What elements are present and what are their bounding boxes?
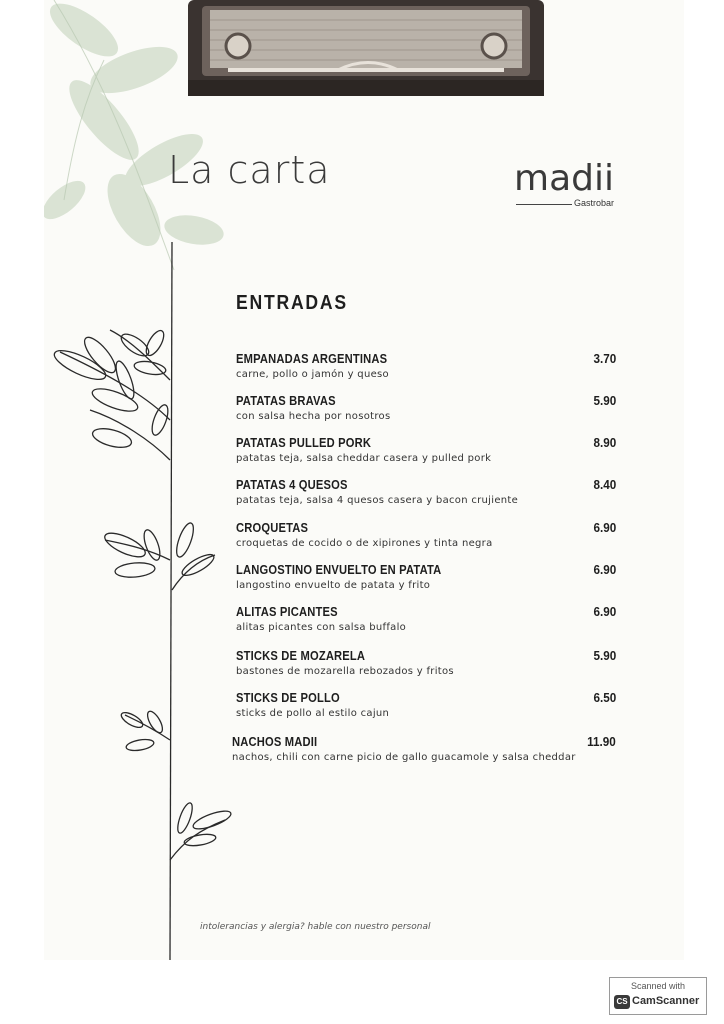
- menu-item-price: 6.90: [593, 520, 616, 535]
- scanned-with-label: Scanned with: [630, 981, 686, 991]
- menu-title: La carta: [168, 148, 331, 192]
- menu-item: [232, 734, 622, 763]
- brand-logo: madii: [514, 158, 614, 199]
- menu-item-description: bastones de mozarella rebozados y fritos: [236, 666, 454, 677]
- menu-item: [236, 604, 622, 633]
- menu-item-description: carne, pollo o jamón y queso: [236, 369, 389, 380]
- menu-item-price: 6.50: [593, 690, 616, 705]
- menu-item-name: EMPANADAS ARGENTINAS: [236, 351, 388, 366]
- menu-item-price: 6.90: [593, 562, 616, 577]
- menu-item-price: 8.40: [593, 477, 616, 492]
- menu-item-description: alitas picantes con salsa buffalo: [236, 622, 407, 633]
- menu-item: [236, 690, 622, 719]
- menu-item-price: 8.90: [593, 435, 616, 450]
- menu-item-name: STICKS DE POLLO: [236, 690, 340, 705]
- menu-item-price: 5.90: [593, 393, 616, 408]
- menu-item-name: PATATAS PULLED PORK: [236, 435, 372, 450]
- allergy-note: intolerancias y alergia? hable con nuestro personal: [200, 922, 431, 932]
- brand-underline: [516, 204, 572, 205]
- menu-item-name: STICKS DE MOZARELA: [236, 648, 366, 663]
- menu-item-description: con salsa hecha por nosotros: [236, 411, 391, 422]
- menu-item: [236, 648, 622, 677]
- menu-item-name: CROQUETAS: [236, 520, 309, 535]
- menu-item-description: patatas teja, salsa 4 quesos casera y bacon crujiente: [236, 495, 519, 506]
- menu-item-name: PATATAS BRAVAS: [236, 393, 336, 408]
- section-heading: ENTRADAS: [236, 292, 348, 314]
- menu-item-price: 5.90: [593, 648, 616, 663]
- menu-item-price: 11.90: [587, 734, 616, 749]
- menu-item-price: 3.70: [593, 351, 616, 366]
- menu-item-name: NACHOS MADII: [232, 734, 318, 749]
- menu-item-price: 6.90: [593, 604, 616, 619]
- menu-item-name: ALITAS PICANTES: [236, 604, 338, 619]
- menu-item-description: sticks de pollo al estilo cajun: [236, 708, 390, 719]
- camscanner-badge: [609, 977, 707, 1015]
- menu-item-description: croquetas de cocido o de xipirones y tinta negra: [236, 538, 493, 549]
- menu-item: [236, 393, 622, 422]
- menu-item: [236, 351, 622, 380]
- camscanner-label: CamScanner: [632, 995, 700, 1007]
- menu-item-name: LANGOSTINO ENVUELTO EN PATATA: [236, 562, 442, 577]
- menu-item-description: nachos, chili con carne picio de gallo guacamole y salsa cheddar: [232, 752, 576, 763]
- menu-item: [236, 435, 622, 464]
- camscanner-logo-icon: CS: [614, 995, 630, 1009]
- brand-subtitle: Gastrobar: [574, 198, 615, 208]
- menu-item-description: langostino envuelto de patata y frito: [236, 580, 431, 591]
- menu-item: [236, 562, 622, 591]
- menu-item: [236, 477, 622, 506]
- menu-item: [236, 520, 622, 549]
- menu-item-name: PATATAS 4 QUESOS: [236, 477, 348, 492]
- menu-item-description: patatas teja, salsa cheddar casera y pulled pork: [236, 453, 492, 464]
